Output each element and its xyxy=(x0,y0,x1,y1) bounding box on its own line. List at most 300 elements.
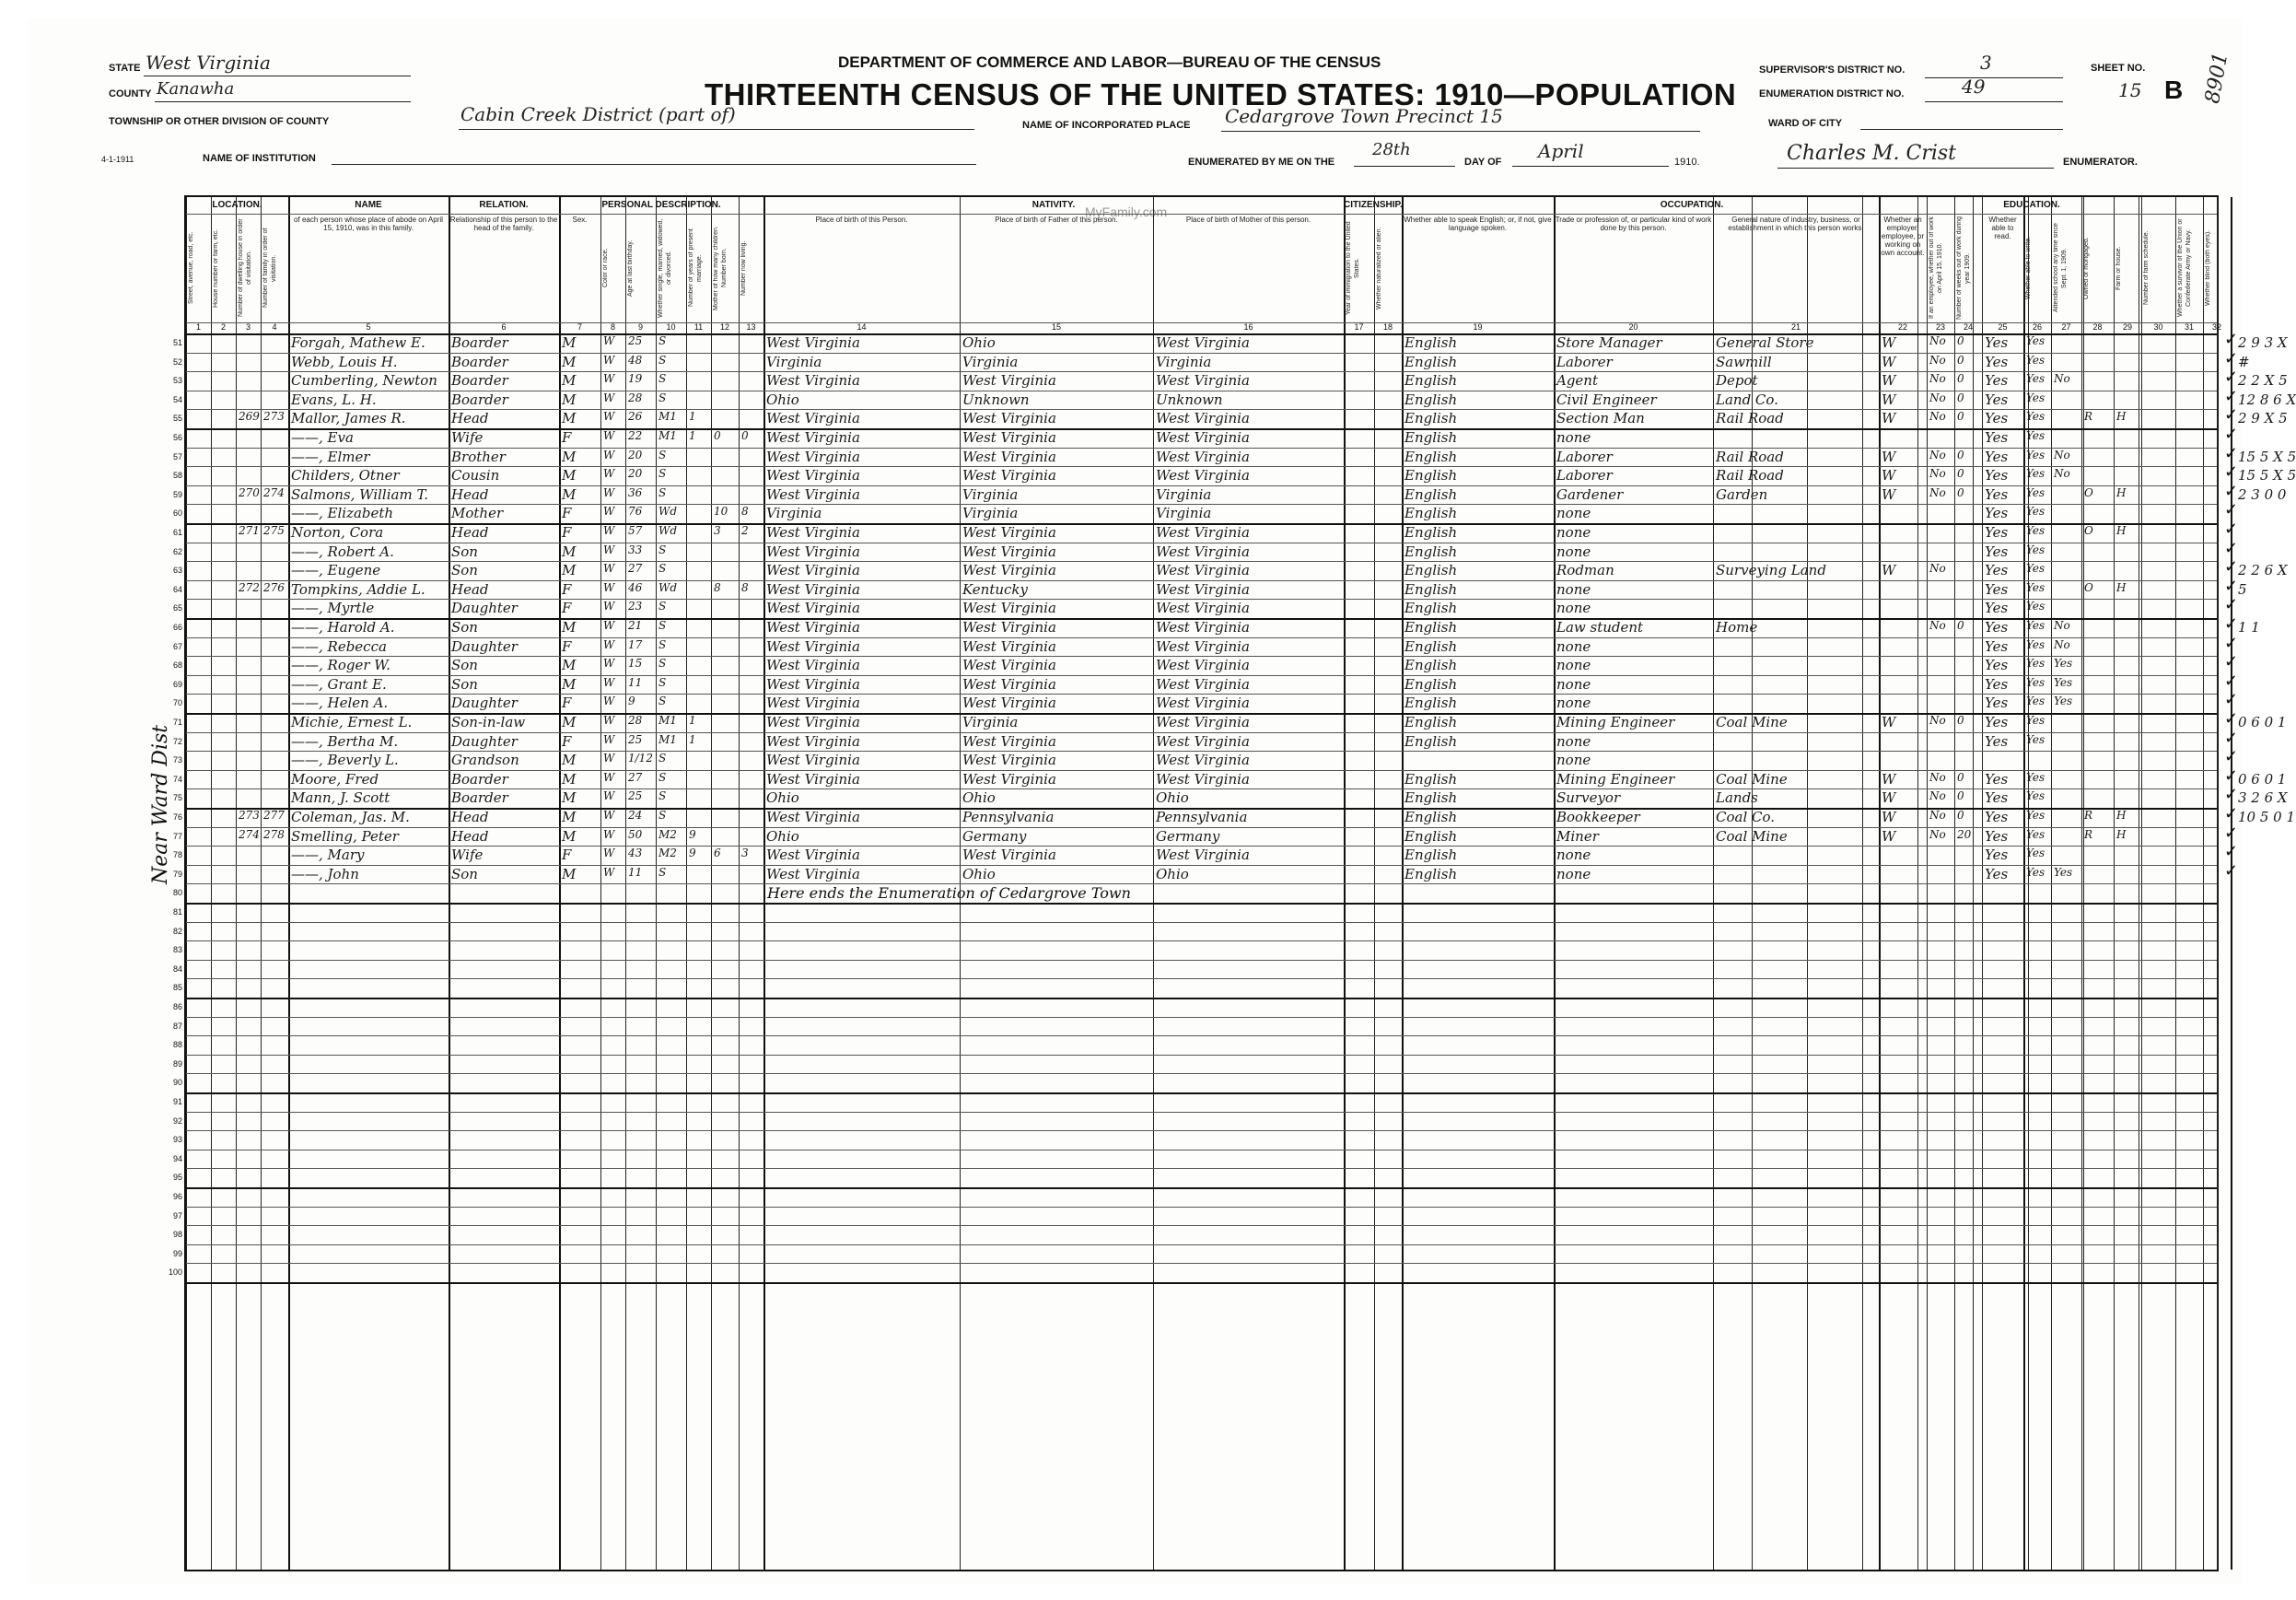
cell-pobm: West Virginia xyxy=(1156,467,1250,485)
enumeration-district-label: ENUMERATION DISTRICT NO. xyxy=(1759,88,1905,99)
cell-name: ——, Rebecca xyxy=(291,637,387,655)
cell-age: 57 xyxy=(628,524,643,537)
cell-race: W xyxy=(603,827,615,841)
cell-mar: S xyxy=(658,695,667,708)
county-underline xyxy=(155,101,411,102)
cell-wks: 0 xyxy=(1957,334,1964,347)
cell-industry: Surveying Land xyxy=(1716,562,1826,579)
check-mark-icon: ✓ xyxy=(2224,785,2239,805)
cell-pob: West Virginia xyxy=(766,752,860,769)
cell-pobf: Ohio xyxy=(962,334,996,351)
cell-trade: none xyxy=(1556,505,1591,522)
cell-mar: S xyxy=(658,600,667,613)
cell-lang: English xyxy=(1404,391,1458,408)
cell-age: 20 xyxy=(628,448,643,461)
cell-school: Yes xyxy=(2054,675,2073,689)
line-number: 70 xyxy=(172,698,182,708)
column-header: Street, avenue, road, etc. xyxy=(188,231,194,305)
group-header: EDUCATION. xyxy=(2003,200,2060,210)
cell-race: W xyxy=(603,675,615,689)
check-mark-icon: ✓ xyxy=(2224,576,2239,596)
cell-read: Yes xyxy=(1985,827,2009,845)
cell-name: ——, Eva xyxy=(291,429,354,446)
cell-emp: W xyxy=(1882,353,1896,370)
cell-mar: S xyxy=(658,789,667,803)
cell-rel: Mother xyxy=(451,505,504,522)
cell-industry: Coal Mine xyxy=(1716,827,1788,845)
cell-mar: S xyxy=(658,467,667,481)
cell-mar: M2 xyxy=(658,847,677,860)
column-header: Color or race. xyxy=(602,248,609,288)
check-mark-icon: ✓ xyxy=(2224,671,2239,691)
cell-sex: M xyxy=(562,789,577,807)
cell-out: No xyxy=(1929,770,1946,784)
cell-pob: West Virginia xyxy=(766,809,860,825)
cell-race: W xyxy=(603,580,615,594)
cell-out: No xyxy=(1929,391,1946,404)
cell-read: Yes xyxy=(1985,524,2009,541)
check-mark-icon: ✓ xyxy=(2224,405,2239,426)
column-number: 8 xyxy=(610,322,615,332)
cell-pobf: West Virginia xyxy=(962,637,1056,655)
cell-pobf: West Virginia xyxy=(962,752,1056,769)
row-line xyxy=(186,1244,2217,1245)
cell-rel: Brother xyxy=(451,448,506,465)
cell-race: W xyxy=(603,353,615,367)
cell-mar: M2 xyxy=(658,827,677,841)
cell-age: 15 xyxy=(628,657,643,671)
cell-name: ——, Elmer xyxy=(291,448,370,465)
cell-trade: Agent xyxy=(1556,372,1598,390)
cell-write: Yes xyxy=(2026,675,2045,689)
cell-mar: S xyxy=(658,372,667,386)
group-header: LOCATION. xyxy=(212,200,262,210)
cell-lang: English xyxy=(1404,580,1458,598)
cell-extra-codes: 2 2 X 5 xyxy=(2238,372,2288,390)
cell-name: ——, Eugene xyxy=(291,562,381,579)
cell-age: 27 xyxy=(628,770,643,784)
cell-pobm: Ohio xyxy=(1156,865,1189,882)
cell-industry: Coal Mine xyxy=(1716,770,1788,788)
cell-pob: West Virginia xyxy=(766,580,860,598)
cell-read: Yes xyxy=(1985,580,2009,598)
line-number: 94 xyxy=(172,1153,182,1163)
cell-pobm: West Virginia xyxy=(1156,752,1250,769)
line-number: 83 xyxy=(172,945,182,955)
cell-sex: M xyxy=(562,448,577,465)
cell-pob: West Virginia xyxy=(766,600,860,617)
line-number: 86 xyxy=(172,1002,182,1011)
column-number: 29 xyxy=(2122,322,2132,332)
cell-pob: West Virginia xyxy=(766,865,860,882)
grid-header-line xyxy=(186,214,2217,215)
cell-sex: F xyxy=(562,847,572,864)
column-header: of each person whose place of abode on April 15, 1910, was in this family. xyxy=(294,216,443,232)
cell-living: 8 xyxy=(741,580,749,594)
line-number: 74 xyxy=(172,774,182,784)
cell-write: Yes xyxy=(2026,827,2045,841)
cell-own: R xyxy=(2084,827,2093,841)
cell-out: No xyxy=(1929,562,1946,576)
cell-trade: Mining Engineer xyxy=(1556,714,1675,730)
cell-pobf: Virginia xyxy=(962,353,1019,370)
cell-name: ——, Mary xyxy=(291,847,365,864)
cell-write: Yes xyxy=(2026,809,2045,822)
cell-mar: S xyxy=(658,334,667,347)
cell-rel: Head xyxy=(451,809,489,825)
row-line xyxy=(186,922,2217,923)
column-header: Sex. xyxy=(572,216,588,224)
cell-lang: English xyxy=(1404,543,1458,560)
line-number: 79 xyxy=(172,869,182,879)
line-number: 59 xyxy=(172,489,182,499)
row-line xyxy=(186,903,2217,905)
cell-extra-codes: 2 3 0 0 xyxy=(2238,485,2287,503)
margin-note: Near Ward Dist xyxy=(149,724,172,884)
cell-write: Yes xyxy=(2026,562,2045,576)
column-number: 2 xyxy=(220,322,226,332)
column-number: 4 xyxy=(272,322,277,332)
check-mark-icon: ✓ xyxy=(2224,557,2239,578)
cell-born: 6 xyxy=(714,847,721,860)
cell-pobf: West Virginia xyxy=(962,600,1056,617)
cell-read: Yes xyxy=(1985,543,2009,560)
column-number: 19 xyxy=(1473,322,1483,332)
line-number: 78 xyxy=(172,850,182,860)
line-number: 75 xyxy=(172,793,182,803)
line-number: 93 xyxy=(172,1135,182,1145)
cell-pobf: West Virginia xyxy=(962,372,1056,390)
cell-pobm: West Virginia xyxy=(1156,600,1250,617)
cell-own: O xyxy=(2084,485,2093,499)
cell-age: 17 xyxy=(628,637,643,651)
row-line xyxy=(186,1073,2217,1074)
cell-dw: 269 xyxy=(239,410,260,424)
cell-rel: Son xyxy=(451,675,478,693)
cell-wks: 0 xyxy=(1957,353,1964,367)
cell-extra-codes: 12 8 6 X xyxy=(2238,391,2296,408)
cell-age: 11 xyxy=(628,865,643,879)
cell-read: Yes xyxy=(1985,847,2009,864)
cell-rel: Wife xyxy=(451,847,484,864)
group-header: NAME xyxy=(355,200,382,210)
column-header: Farm or house. xyxy=(2115,246,2122,290)
cell-read: Yes xyxy=(1985,789,2009,807)
cell-trade: Law student xyxy=(1556,619,1644,636)
incorporated-label: NAME OF INCORPORATED PLACE xyxy=(1022,120,1191,131)
cell-sex: F xyxy=(562,600,572,617)
cell-pobf: West Virginia xyxy=(962,429,1056,446)
cell-trade: none xyxy=(1556,695,1591,712)
end-of-enumeration-note: Here ends the Enumeration of Cedargrove Town xyxy=(767,884,1131,903)
cell-industry: Rail Road xyxy=(1716,448,1784,465)
cell-rel: Daughter xyxy=(451,600,518,617)
check-mark-icon: ✓ xyxy=(2224,368,2239,388)
cell-pob: West Virginia xyxy=(766,429,860,446)
cell-age: 25 xyxy=(628,732,643,746)
line-number: 56 xyxy=(172,433,182,442)
cell-rel: Head xyxy=(451,410,489,427)
cell-write: Yes xyxy=(2026,391,2045,404)
cell-rel: Head xyxy=(451,580,489,598)
cell-write: Yes xyxy=(2026,600,2045,613)
cell-industry: Rail Road xyxy=(1716,410,1784,427)
cell-race: W xyxy=(603,334,615,347)
cell-mar: S xyxy=(658,770,667,784)
cell-pobm: West Virginia xyxy=(1156,770,1250,788)
cell-write: Yes xyxy=(2026,619,2045,632)
cell-read: Yes xyxy=(1985,334,2009,351)
cell-trade: none xyxy=(1556,847,1591,864)
row-line xyxy=(186,1225,2217,1226)
census-sheet xyxy=(28,18,2296,1584)
cell-pob: West Virginia xyxy=(766,467,860,485)
cell-emp: W xyxy=(1882,372,1896,390)
cell-farm: H xyxy=(2116,524,2127,537)
cell-read: Yes xyxy=(1985,391,2009,408)
grid-column-line xyxy=(2217,197,2218,1570)
cell-sex: M xyxy=(562,391,577,408)
cell-industry: Garden xyxy=(1716,485,1768,503)
line-number: 67 xyxy=(172,641,182,651)
cell-extra-codes: # xyxy=(2238,353,2250,370)
cell-mar: Wd xyxy=(658,505,678,519)
cell-sex: M xyxy=(562,865,577,882)
row-line xyxy=(186,1263,2217,1264)
cell-rel: Head xyxy=(451,485,489,503)
column-header: Place of birth of Mother of this person. xyxy=(1185,216,1311,224)
cell-read: Yes xyxy=(1985,695,2009,712)
cell-race: W xyxy=(603,467,615,481)
column-header: House number or farm, etc. xyxy=(213,228,219,308)
line-number: 91 xyxy=(172,1097,182,1106)
cell-own: O xyxy=(2084,580,2093,594)
ward-underline xyxy=(1860,129,2063,130)
column-header: Year of immigration to the United States. xyxy=(1346,221,1360,315)
column-header: Number of weeks out of work during year 1909. xyxy=(1956,216,1971,321)
cell-pobf: West Virginia xyxy=(962,619,1056,636)
column-number: 24 xyxy=(1963,322,1973,332)
census-title: THIRTEENTH CENSUS OF THE UNITED STATES: 1910—POPULATION xyxy=(705,77,1737,111)
cell-wks: 20 xyxy=(1957,827,1972,841)
cell-rel: Head xyxy=(451,827,489,845)
line-number: 66 xyxy=(172,623,182,632)
cell-pobm: Virginia xyxy=(1156,353,1212,370)
line-number: 97 xyxy=(172,1210,182,1220)
cell-lang: English xyxy=(1404,714,1458,730)
cell-mar: M1 xyxy=(658,732,677,746)
cell-emp: W xyxy=(1882,562,1896,579)
line-number: 100 xyxy=(168,1267,182,1278)
cell-pob: West Virginia xyxy=(766,372,860,390)
cell-age: 25 xyxy=(628,334,643,347)
cell-name: ——, Robert A. xyxy=(291,543,394,560)
cell-pobm: Pennsylvania xyxy=(1156,809,1248,825)
cell-sex: M xyxy=(562,619,577,636)
line-number: 53 xyxy=(172,376,182,386)
cell-pobm: West Virginia xyxy=(1156,580,1250,598)
cell-out: No xyxy=(1929,809,1946,822)
cell-trade: Laborer xyxy=(1556,353,1613,370)
cell-trade: Civil Engineer xyxy=(1556,391,1657,408)
cell-read: Yes xyxy=(1985,410,2009,427)
cell-pobm: West Virginia xyxy=(1156,524,1250,541)
column-number: 9 xyxy=(637,322,643,332)
cell-trade: none xyxy=(1556,543,1591,560)
cell-age: 43 xyxy=(628,847,643,860)
cell-pobm: West Virginia xyxy=(1156,714,1250,730)
cell-trade: Miner xyxy=(1556,827,1599,845)
cell-school: Yes xyxy=(2054,695,2073,708)
cell-fam: 278 xyxy=(263,827,285,841)
census-grid xyxy=(168,195,2296,1571)
cell-lang: English xyxy=(1404,770,1458,788)
cell-pobf: West Virginia xyxy=(962,695,1056,712)
cell-farm: H xyxy=(2116,580,2127,594)
cell-own: O xyxy=(2084,524,2093,537)
cell-name: Mallor, James R. xyxy=(291,410,406,427)
column-header: Attended school any time since Sept. 1, 1909. xyxy=(2053,223,2068,313)
cell-age: 21 xyxy=(628,619,643,632)
cell-rel: Boarder xyxy=(451,334,508,351)
cell-rel: Boarder xyxy=(451,372,508,390)
line-number: 69 xyxy=(172,679,182,689)
cell-industry: Rail Road xyxy=(1716,467,1784,485)
cell-race: W xyxy=(603,752,615,765)
cell-pobf: Ohio xyxy=(962,789,996,807)
column-number: 25 xyxy=(1998,322,2008,332)
cell-extra-codes: 2 9 X 5 xyxy=(2238,410,2288,427)
cell-sex: M xyxy=(562,372,577,390)
column-number: 28 xyxy=(2092,322,2103,332)
supervisor-value: 3 xyxy=(1980,52,1992,74)
cell-mar: S xyxy=(658,448,667,461)
cell-fam: 276 xyxy=(263,580,285,594)
cell-rel: Daughter xyxy=(451,695,518,712)
cell-age: 9 xyxy=(628,695,635,708)
cell-pob: West Virginia xyxy=(766,619,860,636)
cell-rel: Son-in-law xyxy=(451,714,526,730)
cell-wks: 0 xyxy=(1957,372,1964,386)
cell-mar: Wd xyxy=(658,524,678,537)
cell-pobf: Virginia xyxy=(962,714,1019,730)
cell-pob: West Virginia xyxy=(766,637,860,655)
incorporated-underline xyxy=(1221,131,1700,132)
cell-name: Norton, Cora xyxy=(291,524,384,541)
cell-emp: W xyxy=(1882,770,1896,788)
column-header: Whether able to write. xyxy=(2025,236,2032,300)
cell-pob: West Virginia xyxy=(766,562,860,579)
enumerated-month: April xyxy=(1538,140,1584,162)
cell-farm: H xyxy=(2116,410,2127,424)
cell-wks: 0 xyxy=(1957,485,1964,499)
cell-living: 0 xyxy=(741,429,749,442)
cell-lang: English xyxy=(1404,448,1458,465)
check-mark-icon: ✓ xyxy=(2224,386,2239,406)
cell-race: W xyxy=(603,600,615,613)
cell-mar: S xyxy=(658,485,667,499)
cell-name: Salmons, William T. xyxy=(291,485,429,503)
cell-write: Yes xyxy=(2026,372,2045,386)
check-mark-icon: ✓ xyxy=(2224,842,2239,862)
cell-trade: none xyxy=(1556,524,1591,541)
cell-mar: Wd xyxy=(658,580,678,594)
cell-race: W xyxy=(603,714,615,727)
row-line xyxy=(186,1035,2217,1036)
cell-lang: English xyxy=(1404,353,1458,370)
corner-number: 8901 xyxy=(2201,50,2233,106)
cell-age: 28 xyxy=(628,391,643,404)
check-mark-icon: ✓ xyxy=(2224,520,2239,539)
cell-trade: Mining Engineer xyxy=(1556,770,1675,788)
column-header: Number of family in order of visitation. xyxy=(262,228,277,309)
cell-school: Yes xyxy=(2054,657,2073,671)
cell-read: Yes xyxy=(1985,809,2009,825)
check-mark-icon: ✓ xyxy=(2224,500,2239,520)
cell-pobf: West Virginia xyxy=(962,675,1056,693)
cell-industry: Coal Mine xyxy=(1716,714,1788,730)
cell-pob: West Virginia xyxy=(766,524,860,541)
cell-trade: Laborer xyxy=(1556,448,1613,465)
column-number: 14 xyxy=(857,322,867,332)
institution-label: NAME OF INSTITUTION xyxy=(203,153,316,164)
enumerator-underline xyxy=(1777,168,2054,169)
cell-trade: none xyxy=(1556,675,1591,693)
check-mark-icon: ✓ xyxy=(2224,804,2239,823)
check-mark-icon: ✓ xyxy=(2224,747,2239,767)
column-number: 10 xyxy=(666,322,676,332)
cell-race: W xyxy=(603,524,615,537)
form-code: 4-1-1911 xyxy=(101,155,134,164)
cell-write: Yes xyxy=(2026,524,2045,537)
cell-mar: S xyxy=(658,752,667,765)
cell-age: 24 xyxy=(628,809,643,822)
cell-age: 50 xyxy=(628,827,643,841)
cell-rel: Head xyxy=(451,524,489,541)
cell-mar: S xyxy=(658,391,667,404)
cell-school: No xyxy=(2054,467,2070,481)
cell-name: Moore, Fred xyxy=(291,770,379,788)
cell-name: Michie, Ernest L. xyxy=(291,714,413,730)
township-value: Cabin Creek District (part of) xyxy=(460,103,736,125)
cell-pobf: Pennsylvania xyxy=(962,809,1055,825)
cell-lang: English xyxy=(1404,637,1458,655)
cell-sex: M xyxy=(562,467,577,485)
cell-pobf: Germany xyxy=(962,827,1027,845)
cell-yrs: 1 xyxy=(689,410,696,424)
column-header: Mother of how many children. Number born. xyxy=(713,226,728,310)
cell-lang: English xyxy=(1404,524,1458,541)
cell-born: 8 xyxy=(714,580,721,594)
cell-school: No xyxy=(2054,372,2070,386)
cell-read: Yes xyxy=(1985,770,2009,788)
cell-age: 19 xyxy=(628,372,643,386)
cell-sex: M xyxy=(562,657,577,674)
cell-pobm: West Virginia xyxy=(1156,334,1250,351)
cell-emp: W xyxy=(1882,789,1896,807)
column-header: General nature of industry, business, or establishment in which this person works. xyxy=(1728,216,1864,232)
column-header: Whether naturalized or alien. xyxy=(1376,227,1382,309)
cell-emp: W xyxy=(1882,334,1896,351)
cell-write: Yes xyxy=(2026,847,2045,860)
cell-pob: West Virginia xyxy=(766,770,860,788)
cell-read: Yes xyxy=(1985,562,2009,579)
cell-pobf: Virginia xyxy=(962,505,1019,522)
column-header: Place of birth of this Person. xyxy=(815,216,908,224)
cell-own: R xyxy=(2084,410,2093,424)
check-mark-icon: ✓ xyxy=(2224,481,2239,501)
cell-race: W xyxy=(603,847,615,860)
